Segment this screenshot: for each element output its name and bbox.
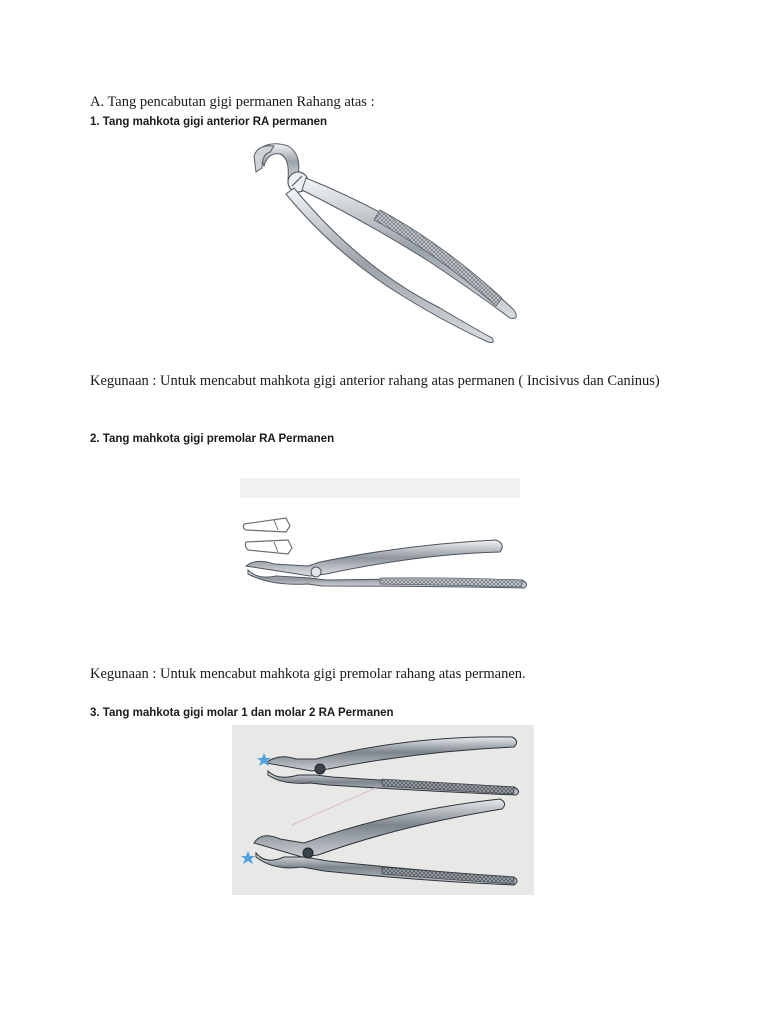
item-1-heading: 1. Tang mahkota gigi anterior RA permanen	[90, 116, 328, 128]
item-1-kegunaan: Kegunaan : Untuk mencabut mahkota gigi anterior rahang atas permanen ( Incisivus dan Caninus)	[90, 373, 660, 389]
item-3-heading: 3. Tang mahkota gigi molar 1 dan molar 2 RA Permanen	[90, 707, 394, 719]
star-marker-icon	[257, 753, 271, 766]
star-marker-icon	[241, 851, 255, 864]
anterior-forceps-image	[240, 138, 530, 350]
premolar-forceps-image	[230, 448, 540, 628]
molar-forceps-image	[232, 725, 534, 895]
section-title: A. Tang pencabutan gigi permanen Rahang atas :	[90, 94, 375, 110]
item-2-kegunaan: Kegunaan : Untuk mencabut mahkota gigi premolar rahang atas permanen.	[90, 666, 526, 682]
item-2-heading: 2. Tang mahkota gigi premolar RA Permanen	[90, 433, 335, 445]
